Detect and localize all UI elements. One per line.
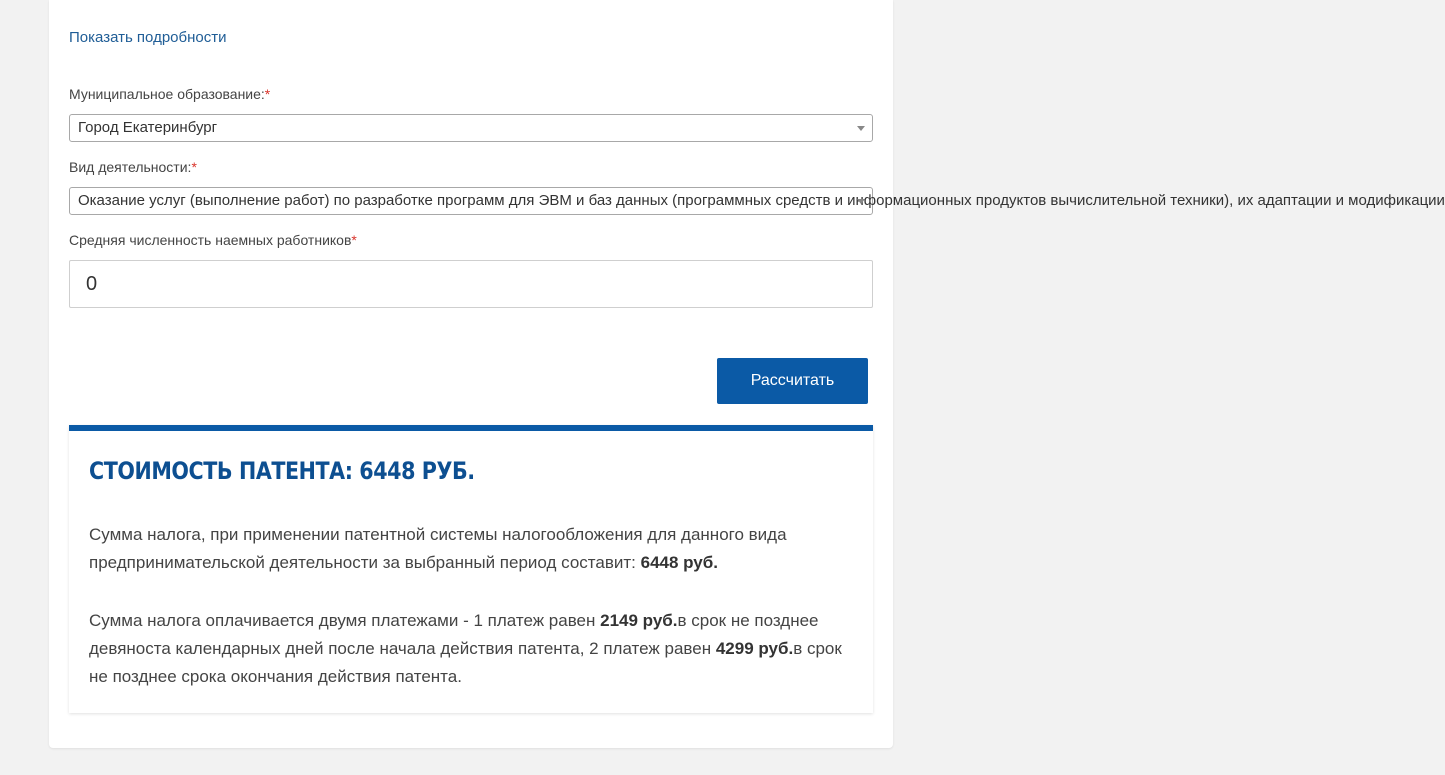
payment-2-value: 4299 руб. <box>715 639 794 658</box>
chevron-down-icon <box>857 126 865 131</box>
activity-select[interactable] <box>69 187 1445 215</box>
municipality-selected-value: Город Екатеринбург <box>78 119 218 136</box>
required-mark: * <box>264 86 271 102</box>
municipality-label <box>69 86 270 102</box>
payments-text-b: в срок не позднее девяноста календарных дней после начала действия патента, 2 платеж равен <box>89 611 819 658</box>
required-mark: * <box>191 159 197 175</box>
calculate-button[interactable]: Рассчитать <box>717 358 868 404</box>
result-panel <box>69 425 873 713</box>
employees-input[interactable] <box>69 260 873 308</box>
employees-label <box>69 232 357 248</box>
activity-label <box>69 159 197 175</box>
patent-cost-title: СТОИМОСТЬ ПАТЕНТА: 6448 РУБ. <box>89 457 475 485</box>
municipality-select[interactable] <box>69 114 873 142</box>
activity-label-text: Вид деятельности: <box>69 159 192 175</box>
activity-selected-value: Оказание услуг (выполнение работ) по разработке программ для ЭВМ и баз данных (программных средств и информационных продуктов вычислительной техники), их адаптации и модификации <box>78 192 1445 209</box>
required-mark: * <box>351 232 357 248</box>
municipality-label-text: Муниципальное образование: <box>69 86 265 102</box>
payments-text-a: Сумма налога оплачивается двумя платежами - 1 платеж равен <box>89 611 601 630</box>
employees-label-text: Средняя численность наемных работников <box>69 232 352 248</box>
payments-text-c: в срок не позднее срока окончания действия патента. <box>89 639 842 686</box>
payments-paragraph <box>89 607 853 691</box>
tax-sum-paragraph <box>89 521 853 577</box>
tax-sum-text: Сумма налога, при применении патентной системы налогообложения для данного вида предпринимательской деятельности за выбранный период составит: <box>89 525 787 572</box>
chevron-down-icon <box>857 199 865 204</box>
tax-total-value: 6448 руб. <box>640 553 718 572</box>
show-details-link[interactable]: Показать подробности <box>69 29 227 46</box>
calculator-card <box>49 0 1445 748</box>
payment-1-value: 2149 руб. <box>600 611 678 630</box>
